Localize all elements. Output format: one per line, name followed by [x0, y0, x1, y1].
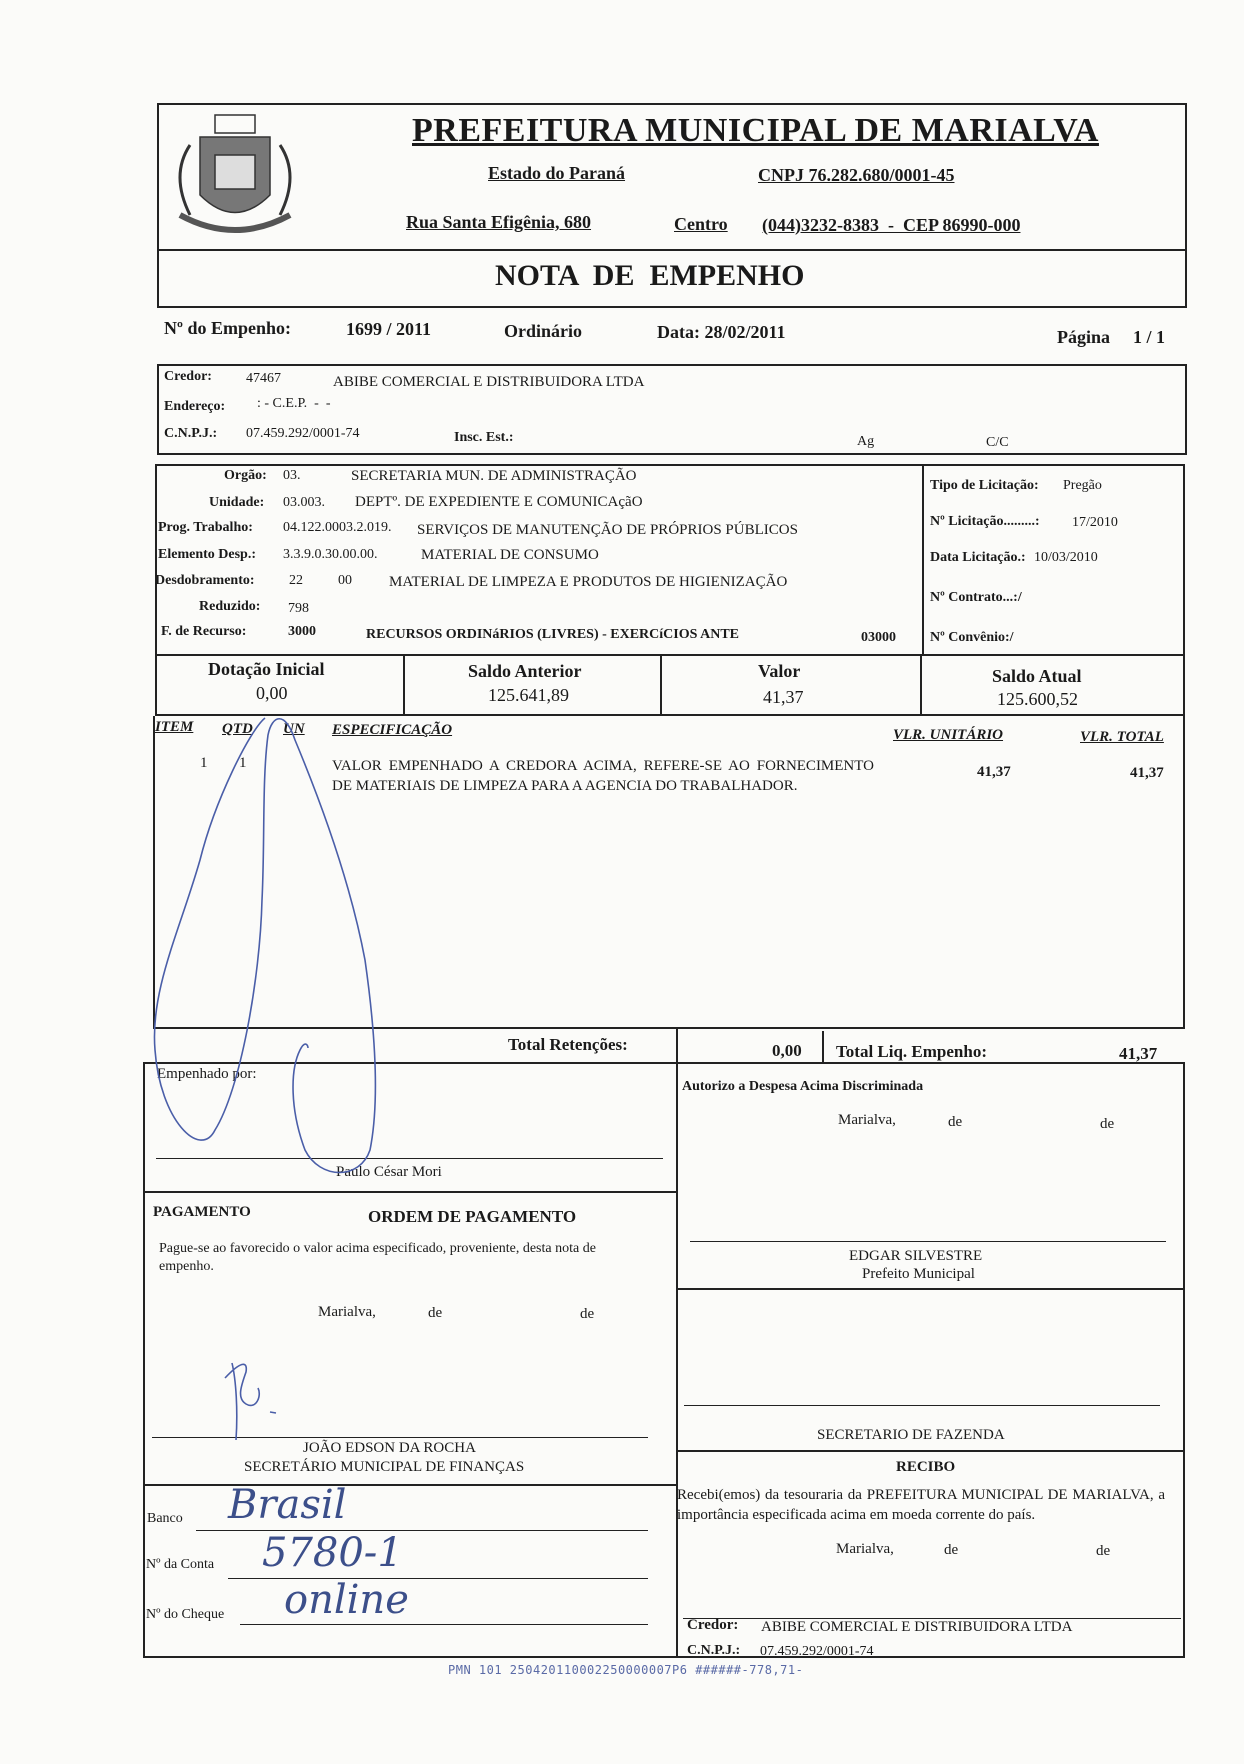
col-item-header: ITEM	[155, 719, 194, 735]
licitacao-tipo-label: Tipo de Licitação:	[930, 478, 1039, 493]
licitacao-numero-label: Nº Licitação.........:	[930, 514, 1040, 529]
ordem-pagamento-label: ORDEM DE PAGAMENTO	[368, 1207, 577, 1226]
insc-est-label: Insc. Est.:	[454, 430, 514, 445]
banco-handwritten: Brasil	[228, 1482, 347, 1528]
footer-code: PMN 101 250420110002250000007P6 ######-778,71-	[448, 1663, 804, 1677]
licitacao-data-label: Data Licitação.:	[930, 550, 1026, 565]
cc-label: C/C	[986, 435, 1009, 450]
autorizo-label: Autorizo a Despesa Acima Discriminada	[682, 1079, 924, 1094]
doc-title: NOTA DE EMPENHO	[495, 259, 805, 292]
empenho-date: Data: 28/02/2011	[657, 322, 786, 342]
pagamento-de2: de	[580, 1306, 595, 1322]
recibo-credor: ABIBE COMERCIAL E DISTRIBUIDORA LTDA	[761, 1619, 1073, 1635]
recibo-label: RECIBO	[896, 1459, 956, 1475]
cheque-handwritten: online	[284, 1577, 409, 1623]
empenho-type: Ordinário	[504, 321, 583, 341]
reduzido-value: 798	[288, 601, 309, 616]
financas-signer-title: SECRETÁRIO MUNICIPAL DE FINANÇAS	[244, 1459, 525, 1475]
row-unit: 41,37	[977, 764, 1011, 780]
unidade-name: DEPTº. DE EXPEDIENTE E COMUNICAçãO	[355, 494, 643, 510]
header-district: Centro	[674, 214, 728, 234]
credor-label: Credor:	[164, 369, 212, 384]
autorizo-place: Marialva,	[838, 1112, 896, 1128]
pagamento-text: Pague-se ao favorecido o valor acima especificado, proveniente, desta nota de empenho.	[159, 1241, 596, 1274]
saldo-atual-label: Saldo Atual	[992, 666, 1082, 686]
credor-code: 47467	[246, 371, 281, 386]
desdob-sub: 00	[338, 573, 352, 588]
elemento-label: Elemento Desp.:	[158, 547, 256, 562]
fonte-label: F. de Recurso:	[161, 624, 247, 639]
valor-value: 41,37	[763, 687, 804, 707]
retencoes-label: Total Retenções:	[508, 1035, 628, 1054]
retencoes-value: 0,00	[772, 1041, 802, 1060]
recibo-de2: de	[1096, 1543, 1111, 1559]
reduzido-label: Reduzido:	[199, 599, 261, 614]
row-total: 41,37	[1130, 765, 1164, 781]
empenhado-name: Paulo César Mori	[336, 1164, 442, 1180]
col-total-header: VLR. TOTAL	[1080, 729, 1164, 745]
financas-signer-name: JOÃO EDSON DA ROCHA	[303, 1440, 476, 1456]
licitacao-tipo: Pregão	[1063, 478, 1102, 493]
page-label: Página	[1057, 327, 1111, 347]
saldo-anterior-label: Saldo Anterior	[468, 661, 582, 681]
dotacao-value: 0,00	[256, 683, 288, 703]
fonte-name: RECURSOS ORDINáRIOS (LIVRES) - EXERCíCIOS ANTE	[366, 627, 740, 642]
empenhado-label: Empenhado por:	[157, 1066, 257, 1082]
prefeito-name: EDGAR SILVESTRE	[849, 1248, 983, 1264]
row-spec: VALOR EMPENHADO A CREDORA ACIMA, REFERE-SE AO FORNECIMENTO DE MATERIAIS DE LIMPEZA PARA A AGENCIA DO TRABALHADOR.	[332, 758, 874, 794]
licitacao-numero: 17/2010	[1072, 515, 1118, 530]
pagamento-de1: de	[428, 1305, 443, 1321]
unidade-label: Unidade:	[209, 495, 265, 510]
autorizo-de1: de	[948, 1114, 963, 1130]
liq-value: 41,37	[1119, 1044, 1158, 1063]
unidade-code: 03.003.	[283, 495, 325, 510]
credor-cnpj: 07.459.292/0001-74	[246, 426, 360, 441]
conta-handwritten: 5780-1	[262, 1530, 403, 1576]
fazenda-label: SECRETARIO DE FAZENDA	[817, 1427, 1005, 1443]
autorizo-de2: de	[1100, 1116, 1115, 1132]
liq-label: Total Liq. Empenho:	[836, 1042, 987, 1061]
header-state: Estado do Paraná	[488, 163, 626, 183]
convenio-label: Nº Convênio:/	[930, 630, 1014, 645]
empenho-number-label: Nº do Empenho:	[164, 318, 291, 338]
prog-code: 04.122.0003.2.019.	[283, 520, 392, 535]
credor-name: ABIBE COMERCIAL E DISTRIBUIDORA LTDA	[333, 374, 645, 390]
empenho-number: 1699 / 2011	[346, 319, 432, 339]
saldo-anterior-value: 125.641,89	[488, 685, 569, 705]
col-qtd-header: QTD	[222, 721, 253, 737]
conta-label: Nº da Conta	[146, 1557, 215, 1572]
saldo-atual-value: 125.600,52	[997, 689, 1078, 709]
recibo-place: Marialva,	[836, 1541, 894, 1557]
desdob-name: MATERIAL DE LIMPEZA E PRODUTOS DE HIGIENIZAÇÃO	[389, 574, 788, 590]
licitacao-data: 10/03/2010	[1034, 550, 1098, 565]
address-value: : - C.E.P. - -	[257, 396, 331, 411]
orgao-name: SECRETARIA MUN. DE ADMINISTRAÇÃO	[351, 468, 637, 484]
col-un-header: UN	[283, 721, 305, 737]
recibo-credor-label: Credor:	[687, 1617, 739, 1633]
fonte-code: 3000	[288, 624, 316, 639]
contrato-label: Nº Contrato...:/	[930, 590, 1022, 605]
header-title: PREFEITURA MUNICIPAL DE MARIALVA	[412, 112, 1099, 149]
pagamento-label: PAGAMENTO	[153, 1204, 251, 1220]
page-number: 1 / 1	[1133, 327, 1166, 347]
orgao-label: Orgão:	[224, 468, 267, 483]
credor-cnpj-label: C.N.P.J.:	[164, 426, 218, 441]
header-street: Rua Santa Efigênia, 680	[406, 212, 592, 232]
dotacao-label: Dotação Inicial	[208, 659, 325, 679]
col-spec-header: ESPECIFICAÇÃO	[332, 722, 453, 738]
banco-label: Banco	[147, 1511, 183, 1526]
cheque-label: Nº do Cheque	[146, 1607, 225, 1622]
address-label: Endereço:	[164, 399, 226, 414]
fonte-extra: 03000	[861, 630, 896, 645]
valor-label: Valor	[758, 661, 801, 681]
recibo-cnpj: 07.459.292/0001-74	[760, 1644, 874, 1659]
header-phone-cep: (044)3232-8383 - CEP 86990-000	[762, 215, 1021, 235]
orgao-code: 03.	[283, 468, 301, 483]
pagamento-place: Marialva,	[318, 1304, 376, 1320]
row-item: 1	[200, 755, 208, 771]
elemento-name: MATERIAL DE CONSUMO	[421, 547, 599, 563]
recibo-de1: de	[944, 1542, 959, 1558]
desdob-code: 22	[289, 573, 303, 588]
prefeito-title: Prefeito Municipal	[862, 1266, 975, 1282]
desdob-label: Desdobramento:	[155, 573, 255, 588]
prog-label: Prog. Trabalho:	[158, 520, 253, 535]
header-cnpj: CNPJ 76.282.680/0001-45	[758, 165, 955, 185]
row-qtd: 1	[239, 755, 247, 771]
recibo-text: Recebi(emos) da tesouraria da PREFEITURA MUNICIPAL DE MARIALVA, a importância especificada acima em moeda corrente do país.	[677, 1487, 1165, 1523]
ag-label: Ag	[857, 434, 875, 449]
col-unit-header: VLR. UNITÁRIO	[893, 727, 1004, 743]
recibo-cnpj-label: C.N.P.J.:	[687, 1643, 741, 1658]
elemento-code: 3.3.9.0.30.00.00.	[283, 547, 378, 562]
prog-name: SERVIÇOS DE MANUTENÇÃO DE PRÓPRIOS PÚBLICOS	[417, 522, 798, 538]
